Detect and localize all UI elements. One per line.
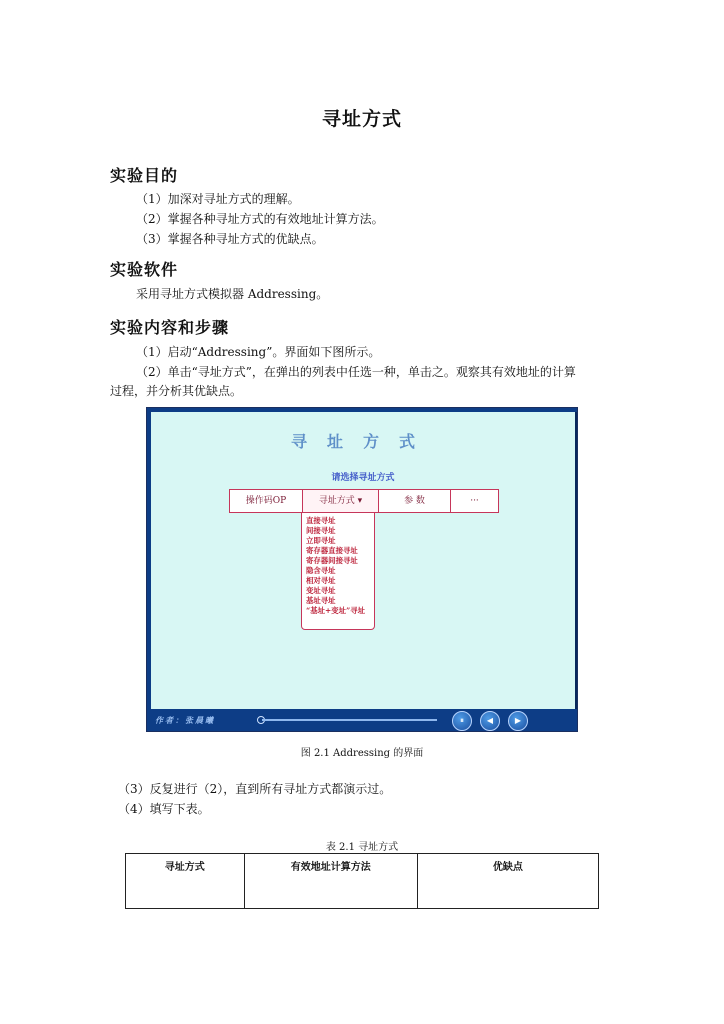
dropdown-item[interactable]: 直接寻址: [306, 516, 336, 525]
menu-more[interactable]: ···: [470, 496, 479, 506]
next-button[interactable]: ▶: [508, 711, 528, 731]
table-header-method: 有效地址计算方法: [244, 854, 417, 909]
heading-purpose: 实验目的: [110, 166, 179, 185]
page-title: 寻址方式: [321, 108, 402, 130]
step-2-line-1: （2）单击“寻址方式”，在弹出的列表中任选一种，单击之。观察其有效地址的计算: [136, 365, 576, 379]
purpose-item-2: （2）掌握各种寻址方式的有效地址计算方法。: [136, 212, 384, 226]
addressing-dropdown: [301, 512, 375, 630]
app-prompt: 请选择寻址方式: [331, 473, 395, 483]
purpose-item-3: （3）掌握各种寻址方式的优缺点。: [136, 232, 324, 246]
table-header-pros-cons: 优缺点: [417, 854, 598, 909]
dropdown-item[interactable]: 寄存器间接寻址: [306, 556, 358, 565]
pause-button[interactable]: ⏸: [452, 711, 472, 731]
figure-caption: 图 2.1 Addressing 的界面: [300, 748, 424, 759]
app-footer: [147, 709, 577, 731]
app-title: 寻址方式: [290, 432, 435, 451]
dropdown-item[interactable]: 变址寻址: [306, 586, 336, 595]
author-label: 作者：张晨曦: [155, 715, 215, 725]
step-4: （4）填写下表。: [118, 802, 210, 816]
dropdown-item[interactable]: 隐含寻址: [306, 566, 336, 575]
prev-button[interactable]: ◀: [480, 711, 500, 731]
dropdown-item[interactable]: 立即寻址: [306, 536, 336, 545]
dropdown-item[interactable]: 间接寻址: [306, 526, 336, 535]
table-header-mode: 寻址方式: [126, 854, 245, 909]
table-caption: 表 2.1 寻址方式: [325, 842, 399, 853]
heading-content: 实验内容和步骤: [110, 318, 230, 337]
menu-params[interactable]: 参 数: [379, 490, 451, 512]
software-text: 采用寻址方式模拟器 Addressing。: [136, 287, 329, 301]
purpose-item-1: （1）加深对寻址方式的理解。: [136, 192, 300, 206]
app-menubar: [229, 489, 499, 513]
menu-opcode[interactable]: 操作码OP: [230, 490, 303, 512]
dropdown-item[interactable]: 寄存器直接寻址: [306, 546, 358, 555]
progress-track[interactable]: [262, 719, 437, 721]
menu-addressing-mode[interactable]: 寻址方式 ▾: [303, 490, 379, 512]
step-3: （3）反复进行（2），直到所有寻址方式都演示过。: [118, 782, 392, 796]
addressing-table: [125, 853, 599, 909]
heading-software: 实验软件: [110, 260, 179, 279]
app-panel: [151, 412, 577, 711]
dropdown-item[interactable]: “基址+变址”寻址: [306, 606, 366, 615]
step-2-line-2: 过程，并分析其优缺点。: [110, 384, 243, 398]
addressing-screenshot: [146, 407, 578, 732]
step-1: （1）启动“Addressing”。界面如下图所示。: [136, 345, 381, 359]
dropdown-item[interactable]: 相对寻址: [306, 576, 336, 585]
dropdown-item[interactable]: 基址寻址: [306, 596, 336, 605]
